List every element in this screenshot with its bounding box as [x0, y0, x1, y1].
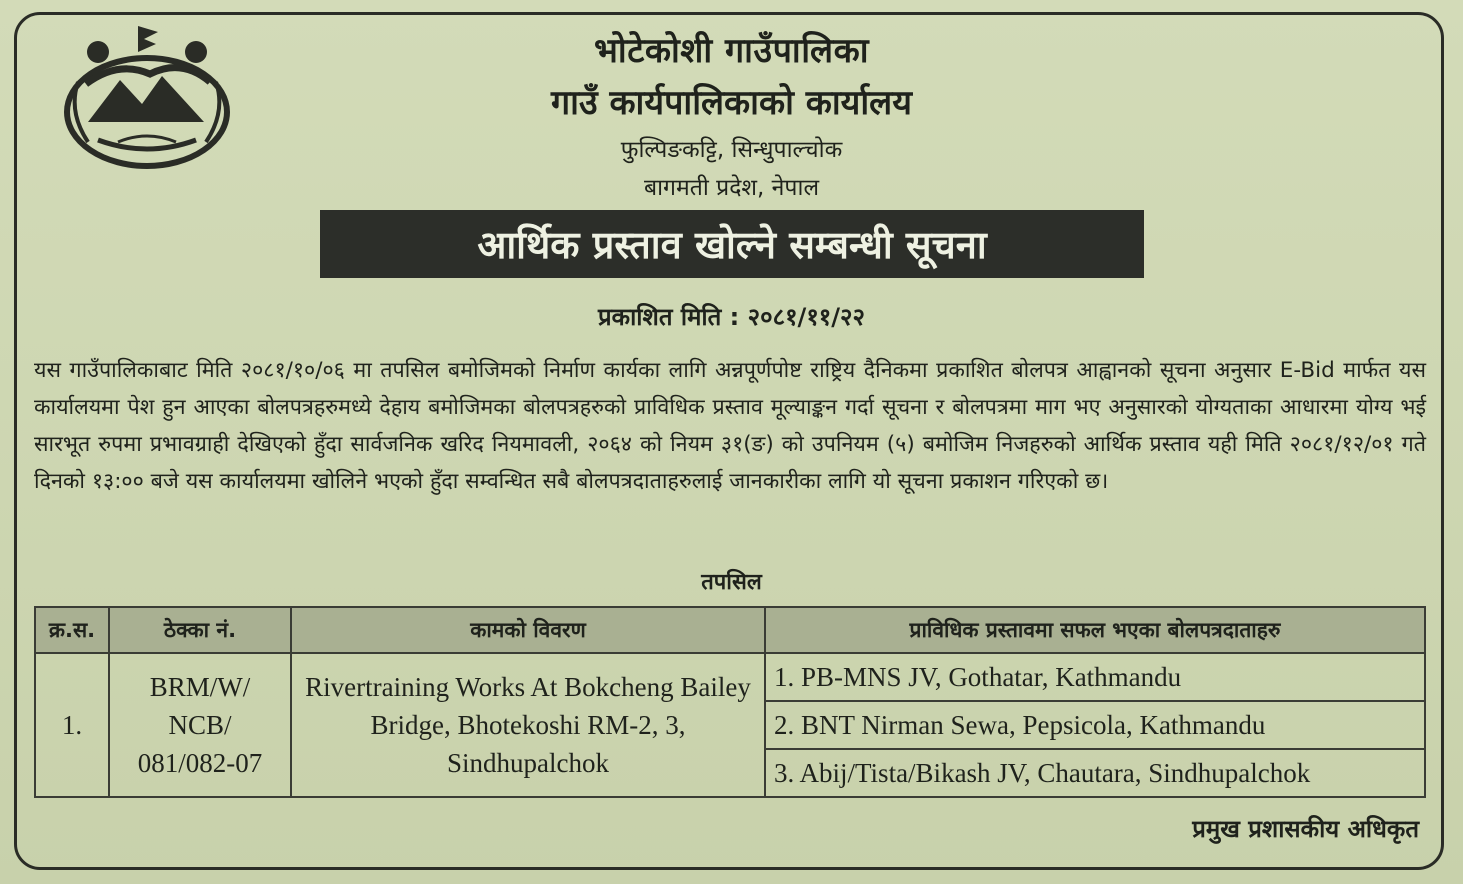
table-header-row: [35, 607, 1425, 653]
notice-body: यस गाउँपालिकाबाट मिति २०८१/१०/०६ मा तपसिल बमोजिमको निर्माण कार्यका लागि अन्नपूर्णपोष्ट राष्ट्रिय दैनिकमा प्रकाशित बोलपत्र आह्वानको सूचना अनुसार E-Bid मार्फत यस कार्यालयमा पेश हुन आएका बोलपत्रहरुमध्ये देहाय बमोजिमका बोलपत्रहरुको प्राविधिक प्रस्ताव मूल्याङ्कन गर्दा सूचना र बोलपत्रमा माग भए अनुसारको योग्यताका आधारमा योग्य भई सारभूत रुपमा प्रभावग्राही देखिएको हुँदा सार्वजनिक खरिद नियमावली, २०६४ को नियम ३१(ङ) को उपनियम (५) बमोजिम निजहरुको आर्थिक प्रस्ताव यही मिति २०८१/१२/०१ गते दिनको १३:०० बजे यस कार्यालयमा खोलिने भएको हुँदा सम्वन्धित सबै बोलपत्रदाताहरुलाई जानकारीका लागि यो सूचना प्रकाशन गरिएको छ।: [34, 358, 1426, 494]
cell-serial: 1.: [35, 653, 109, 797]
header-serial: क्र.स.: [35, 607, 109, 653]
bidder-1: 1. PB-MNS JV, Gothatar, Kathmandu: [765, 653, 1425, 701]
notice-title-banner: [320, 210, 1144, 278]
bidders-table: [34, 606, 1426, 798]
header-bidders: प्राविधिक प्रस्तावमा सफल भएका बोलपत्रदाताहरु: [765, 607, 1425, 653]
notice-title: आर्थिक प्रस्ताव खोल्ने सम्बन्धी सूचना: [477, 223, 987, 267]
cell-description: Rivertraining Works At Bokcheng Bailey Bridge, Bhotekoshi RM-2, 3, Sindhupalchok: [291, 653, 765, 797]
header-contract-no: ठेक्का नं.: [109, 607, 291, 653]
table-row: [35, 653, 1425, 701]
published-date: प्रकाशित मिति : २०८१/११/२२: [597, 303, 866, 331]
cell-contract-no: BRM/W/ NCB/ 081/082-07: [109, 653, 291, 797]
schedule-heading: तपसिल: [701, 570, 762, 595]
nepal-government-emblem-icon: [58, 22, 236, 172]
office-subtitle: गाउँ कार्यपालिकाको कार्यालय: [551, 83, 912, 123]
address-line-2: बागमती प्रदेश, नेपाल: [643, 175, 820, 201]
signature-title: प्रमुख प्रशासकीय अधिकृत: [1192, 815, 1419, 843]
office-name: भोटेकोशी गाउँपालिका: [594, 31, 869, 71]
bidder-2: 2. BNT Nirman Sewa, Pepsicola, Kathmandu: [765, 701, 1425, 749]
header-description: कामको विवरण: [291, 607, 765, 653]
address-line-1: फुल्पिङकट्टि, सिन्धुपाल्चोक: [620, 137, 843, 163]
bidder-3: 3. Abij/Tista/Bikash JV, Chautara, Sindhupalchok: [765, 749, 1425, 797]
